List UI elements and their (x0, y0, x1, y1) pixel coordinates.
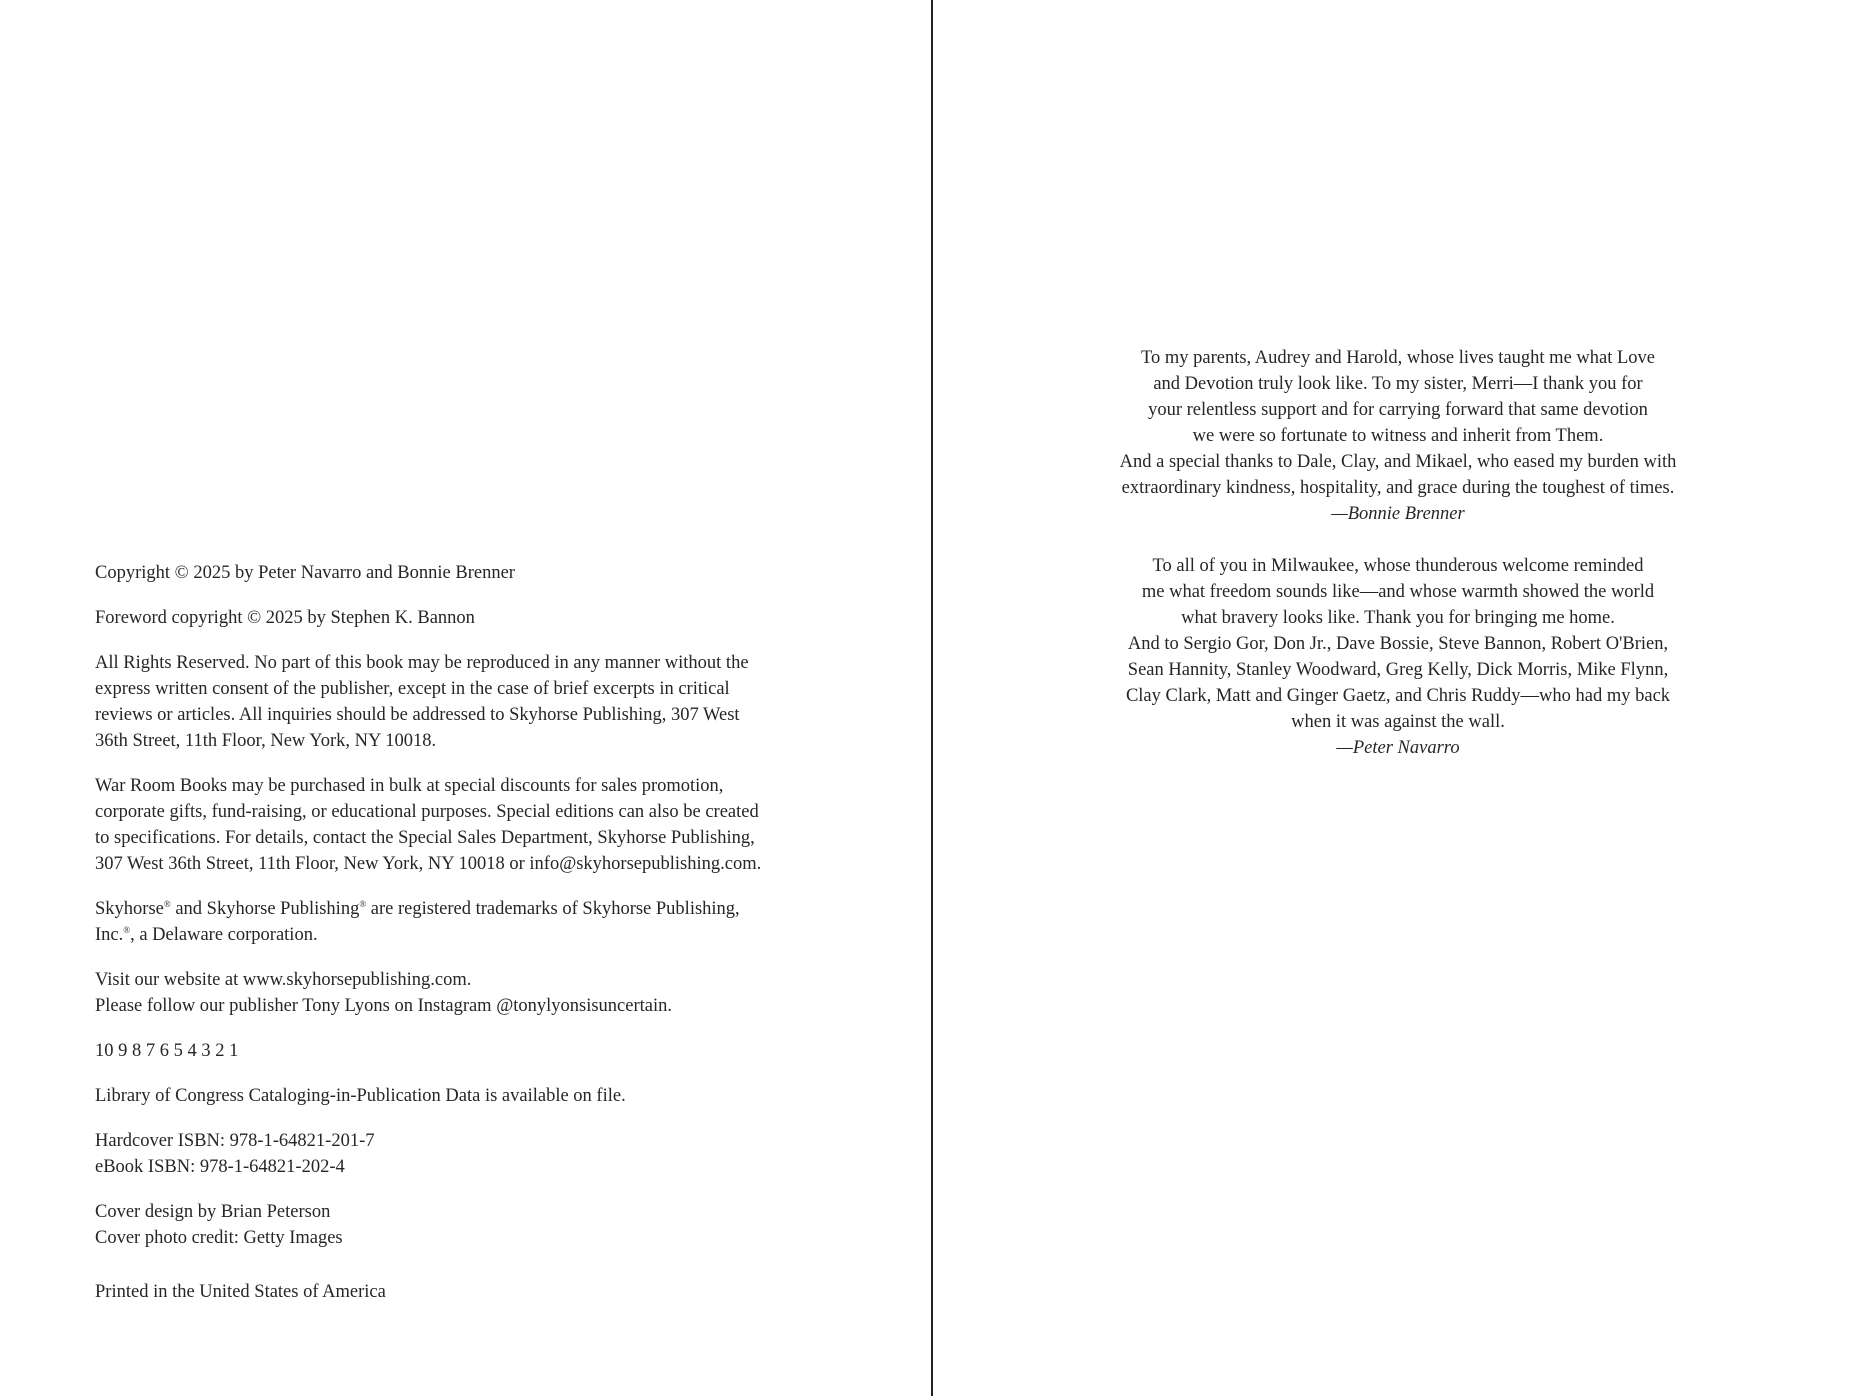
registered-mark: ® (163, 898, 171, 909)
library-of-congress-line: Library of Congress Cataloging-in-Publication Data is available on file. (95, 1086, 626, 1106)
printed-in-line: Printed in the United States of America (95, 1282, 386, 1302)
website-paragraph: Visit our website at www.skyhorsepublishing.com. Please follow our publisher Tony Lyons on Instagram @tonylyonsisuncertain. (95, 970, 673, 1016)
dedication-signature: —Peter Navarro (1336, 738, 1460, 758)
foreword-copyright-line: Foreword copyright © 2025 by Stephen K. Bannon (95, 608, 475, 628)
trademark-text-3: are registered trademarks of Skyhorse Publishing, Inc. (95, 899, 740, 945)
dedication-text: To all of you in Milwaukee, whose thunderous welcome reminded me what freedom sounds like—and whose warmth showed the world what bravery looks like. Thank you for bringing me home. And to Sergio Gor, Don Jr., Dave Bossie, Steve Bannon, Robert O'Brien, Sean Hannity, Stanley Woodward, Greg Kelly, Dick Morris, Mike Flynn, Clay Clark, Matt and Ginger Gaetz, and Chris Ruddy—who had my back when it was against the wall. (1125, 556, 1671, 732)
copyright-line: Copyright © 2025 by Peter Navarro and Bonnie Brenner (95, 563, 515, 583)
dedication-navarro (1083, 553, 1713, 761)
trademark-paragraph (95, 896, 825, 948)
trademark-text-1: Skyhorse (95, 899, 164, 919)
dedication-brenner (1083, 345, 1713, 527)
isbn-paragraph: Hardcover ISBN: 978-1-64821-201-7 eBook ISBN: 978-1-64821-202-4 (95, 1131, 375, 1177)
dedication-text: To my parents, Audrey and Harold, whose lives taught me what Love and Devotion truly look like. To my sister, Merri—I thank you for your relentless support and for carrying forward that same devotion we were so fortunate to witness and inherit from Them. And a special thanks to Dale, Clay, and Mikael, who eased my burden with extraordinary kindness, hospitality, and grace during the toughest of times. (1119, 348, 1677, 498)
registered-mark: ® (123, 924, 131, 935)
trademark-text-4: , a Delaware corporation. (130, 925, 318, 945)
cover-credits-paragraph: Cover design by Brian Peterson Cover photo credit: Getty Images (95, 1202, 343, 1248)
dedication-signature: —Bonnie Brenner (1331, 504, 1465, 524)
bulk-sales-paragraph: War Room Books may be purchased in bulk at special discounts for sales promotion, corporate gifts, fund-raising, or educational purposes. Special editions can also be created to specifications. For details, contact the Special Sales Department, Skyhorse Publishing, 307 West 36th Street, 11th Floor, New York, NY 10018 or info@skyhorsepublishing.com. (95, 776, 762, 874)
rights-paragraph: All Rights Reserved. No part of this book may be reproduced in any manner without the express written consent of the publisher, except in the case of brief excerpts in critical reviews or articles. All inquiries should be addressed to Skyhorse Publishing, 307 West 36th Street, 11th Floor, New York, NY 10018. (95, 653, 749, 751)
right-page (933, 0, 1862, 1396)
trademark-text-2: and Skyhorse Publishing (170, 899, 360, 919)
printing-number-line: 10 9 8 7 6 5 4 3 2 1 (95, 1041, 239, 1061)
registered-mark: ® (359, 898, 367, 909)
copyright-block (95, 560, 825, 1324)
